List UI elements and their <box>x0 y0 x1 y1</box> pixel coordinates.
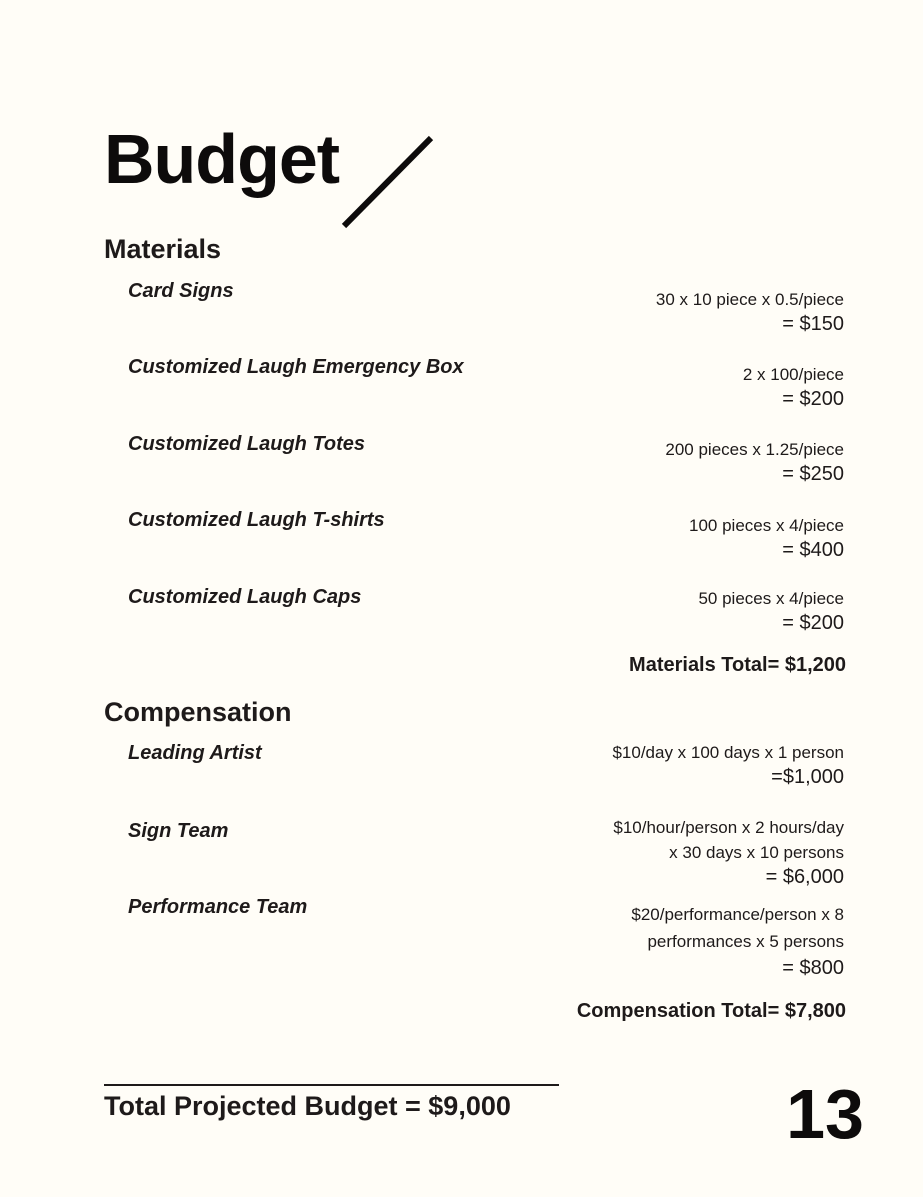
item-sign-team: Sign Team <box>128 820 229 842</box>
divider <box>104 1084 559 1086</box>
calc-result: = $800 <box>782 957 844 979</box>
calc-line: 50 pieces x 4/piece <box>698 589 844 608</box>
calc-result: = $200 <box>782 612 844 634</box>
calc-card-signs <box>656 287 844 337</box>
calc-tshirts <box>689 513 844 563</box>
calc-caps <box>698 586 844 636</box>
page-title: Budget <box>104 120 340 198</box>
item-emergency-box: Customized Laugh Emergency Box <box>128 356 464 378</box>
calc-emergency-box <box>743 362 844 412</box>
calc-line: x 30 days x 10 persons <box>669 843 844 862</box>
materials-heading: Materials <box>104 234 222 264</box>
calc-line: 100 pieces x 4/piece <box>689 516 844 535</box>
calc-line: $10/day x 100 days x 1 person <box>612 743 844 762</box>
slash-decoration <box>340 133 440 233</box>
calc-leading-artist <box>612 740 844 790</box>
calc-result: = $250 <box>782 463 844 485</box>
item-card-signs: Card Signs <box>128 280 234 302</box>
compensation-heading: Compensation <box>104 697 292 727</box>
calc-line: $20/performance/person x 8 <box>631 905 844 924</box>
calc-line: 30 x 10 piece x 0.5/piece <box>655 290 844 309</box>
grand-total: Total Projected Budget = $9,000 <box>104 1091 511 1121</box>
calc-performance-team <box>631 901 844 982</box>
calc-totes <box>665 437 844 487</box>
page-number: 13 <box>786 1075 864 1153</box>
item-tshirts: Customized Laugh T-shirts <box>128 509 385 531</box>
materials-total: Materials Total= $1,200 <box>629 654 846 676</box>
calc-line: 2 x 100/piece <box>742 365 844 384</box>
compensation-total: Compensation Total= $7,800 <box>576 1000 846 1022</box>
item-caps: Customized Laugh Caps <box>128 586 362 608</box>
item-leading-artist: Leading Artist <box>128 742 262 764</box>
item-totes: Customized Laugh Totes <box>128 433 366 455</box>
item-performance-team: Performance Team <box>128 896 308 918</box>
calc-line: performances x 5 persons <box>647 932 844 951</box>
calc-result: = $400 <box>782 539 844 561</box>
calc-result: = $200 <box>782 388 844 410</box>
calc-sign-team <box>613 815 844 890</box>
calc-result: = $6,000 <box>765 866 844 888</box>
calc-line: 200 pieces x 1.25/piece <box>665 440 844 459</box>
calc-line: $10/hour/person x 2 hours/day <box>613 818 844 837</box>
calc-result: =$1,000 <box>771 766 844 788</box>
calc-result: = $150 <box>782 313 844 335</box>
